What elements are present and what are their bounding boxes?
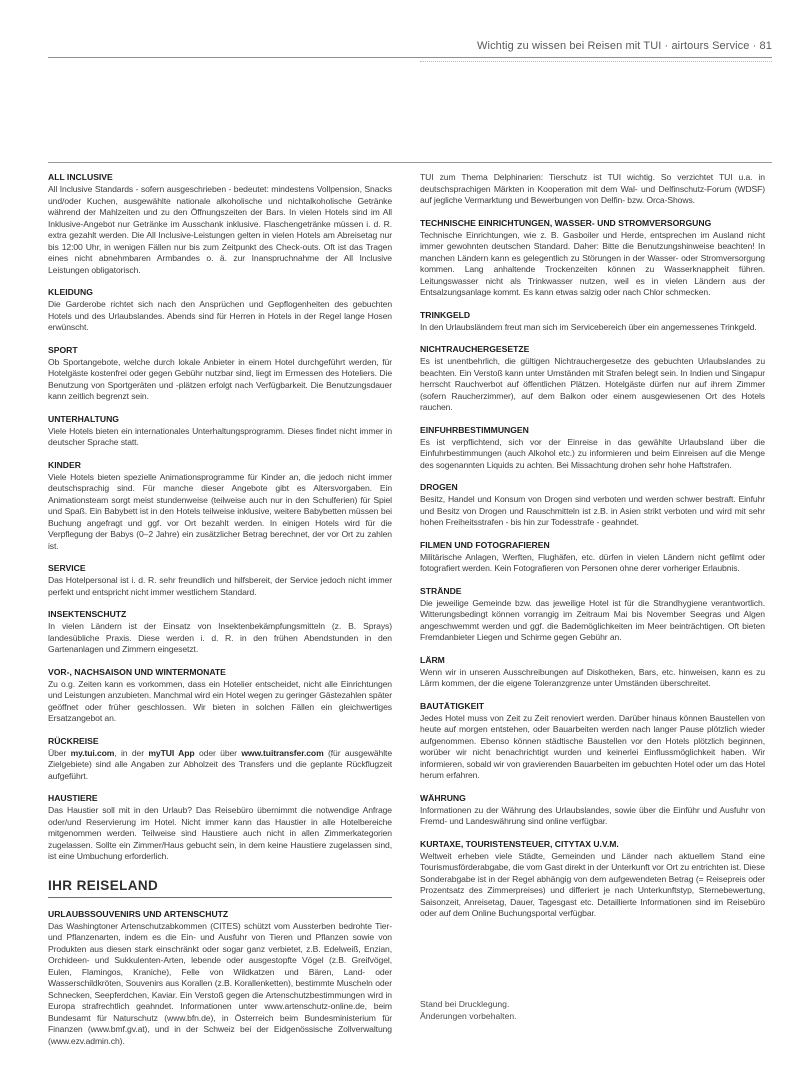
section-body bbox=[420, 322, 765, 334]
section-heading: KINDER bbox=[48, 459, 81, 470]
text-run: Das Haustier soll mit in den Urlaub? Das Reisebüro übernimmt die notwendige Anfrage oder/und Reservierung im Hotel. Nicht immer kann das Haustier in alle Hotelbereiche mitgenommen werden. Teilweise sind Haustiere auch nicht in allen Zimmerkategorien zugelassen. Sollte ein Zimmer/Haus gebucht sein, in dem keine Haustiere zugelassen sind, ist eine Umbuchung erforderlich. bbox=[48, 805, 392, 861]
text-run: Viele Hotels bieten ein internationales Unterhaltungsprogramm. Dieses findet nicht immer in deutscher Sprache statt. bbox=[48, 425, 392, 447]
section-heading: DROGEN bbox=[420, 482, 458, 492]
text-run: Militärische Anlagen, Werften, Flughäfen, etc. dürfen in vielen Ländern nicht gefilmt oder fotografiert werden. Kein Fotografieren von Personen ohne derer vorheriger Erlaubnis. bbox=[420, 551, 765, 573]
section bbox=[420, 793, 765, 828]
right-column bbox=[420, 172, 765, 920]
section-body bbox=[48, 921, 392, 1048]
section-body bbox=[420, 713, 765, 782]
section-heading: SPORT bbox=[48, 344, 78, 355]
page-header-title: Wichtig zu wissen bei Reisen mit TUI · airtours Service · 81 bbox=[477, 40, 772, 52]
section bbox=[420, 310, 765, 334]
section-body bbox=[48, 357, 392, 403]
section-heading: TECHNISCHE EINRICHTUNGEN, WASSER- UND STROMVERSORGUNG bbox=[420, 217, 712, 228]
section bbox=[420, 540, 765, 575]
text-run: Viele Hotels bieten spezielle Animationsprogramme für Kinder an, die jedoch nicht immer deutschsprachig sind. Für manche dieser Angebote gibt es Altersvorgaben. Ein Animationsteam sorgt meist stundenweise (teilweise auch nur in den Schulferien) für Spiel und Spaß. Ein Babybett ist in den Hotels teilweise inklusive, weitere Babybetten müssen bei Buchung angefragt und ggf. vor Ort bezahlt werden. In einigen Hotels wird für die Verpflegung der Babys (0–2 Jahre) ein zusätzlicher Betrag berechnet, der vor Ort zu zahlen ist. bbox=[48, 471, 392, 551]
column-title: IHR REISELAND bbox=[48, 877, 159, 893]
section-heading: UNTERHALTUNG bbox=[48, 413, 119, 424]
text-run: Ob Sportangebote, welche durch lokale Anbieter in einem Hotel durchgeführt werden, für Hotelgäste kostenfrei oder gegen Gebühr nutzbar sind, liegt im Ermessen des Hoteliers. Die Benutzung von Sportgeräten und -plätzen erfolgt nach Verfügbarkeit. Die Benutzungsdauer kann zeitlich begrenzt sein. bbox=[48, 356, 392, 401]
header-rule bbox=[48, 57, 772, 58]
section bbox=[48, 667, 392, 725]
section-heading: NICHTRAUCHERGESETZE bbox=[420, 344, 530, 354]
section bbox=[48, 345, 392, 403]
section bbox=[420, 425, 765, 472]
left-column bbox=[48, 172, 392, 1047]
section-body bbox=[48, 748, 392, 783]
section-heading: KLEIDUNG bbox=[48, 287, 93, 297]
section-heading: RÜCKREISE bbox=[48, 735, 99, 746]
text-run: Zu o.g. Zeiten kann es vorkommen, dass ein Hotelier entscheidet, nicht alle Einrichtungen und Leistungen anzubieten. Manchmal wird ein Hotel wegen zu geringer Gästezahlen später geöffnet oder früher geschlossen. Wir bieten in solchen Fällen ein gleichwertiges Ersatzangebot an. bbox=[48, 678, 392, 723]
print-status-line1: Stand bei Drucklegung. bbox=[420, 999, 510, 1009]
columns-top-rule bbox=[48, 162, 772, 163]
section-heading: VOR-, NACHSAISON UND WINTERMONATE bbox=[48, 666, 226, 677]
section-body bbox=[420, 851, 765, 920]
section bbox=[420, 586, 765, 644]
text-run: All Inclusive Standards - sofern ausgeschrieben - bedeutet: mindestens Vollpension, Snacks und/oder Kuchen, ausgewählte nationale alkoholische und nichtalkoholische Getränke während der Mahlzeiten und zu den Öffnungszeiten der Bars. In vielen Hotels sind im All Inklusive-Angebot nur Getränke im Ausschank inklusive. Flaschengetränke müssen i. d. R. extra gezahlt werden. Die All Inclusive-Leistungen gelten in vielen Hotels am Abreisetag nur bis 12:00 Uhr, in wenigen Fällen nur bis zum Zeitpunkt des Check-outs. Oft ist das Tragen eines nicht abnehmbaren Armbandes o. ä. zur Inanspruchnahme der All Inclusive Leistungen obligatorisch. bbox=[48, 184, 392, 275]
section-heading: TRINKGELD bbox=[420, 309, 471, 320]
column-title-rule bbox=[48, 897, 392, 898]
text-run: oder über bbox=[194, 747, 242, 758]
section-body bbox=[420, 552, 765, 575]
text-run: Die jeweilige Gemeinde bzw. das jeweilige Hotel ist für die Strandhygiene verantwortlich. Witterungsbedingt können vorrangig im Zeitraum Mai bis November Seegras und Algen angeschwemmt werden und ggf. die Bademöglichkeiten im Meer beinträchtigen. Oft bieten Fremdanbieter Liegen und Schirme gegen Gebühr an. bbox=[420, 597, 765, 642]
section-heading: INSEKTENSCHUTZ bbox=[48, 609, 127, 619]
section-heading: SERVICE bbox=[48, 563, 86, 573]
bold-text-run: my.tui.com bbox=[70, 747, 115, 758]
text-run: Informationen zu der Währung des Urlaubslandes, sowie über die Einführ und Ausfuhr von Fremd- und Landeswährung sind online verfügbar. bbox=[420, 804, 765, 826]
bold-text-run: www.tuitransfer.com bbox=[241, 747, 324, 758]
section bbox=[420, 218, 765, 299]
section-body bbox=[420, 667, 765, 690]
text-run: Die Garderobe richtet sich nach den Ansprüchen und Gepflogenheiten des gebuchten Hotels und des Urlaubslandes. Abends sind für Herren in Hotels in der Regel lange Hosen erwünscht. bbox=[48, 299, 392, 332]
section bbox=[420, 344, 765, 414]
section-body bbox=[420, 437, 765, 472]
section bbox=[420, 701, 765, 782]
section bbox=[48, 460, 392, 553]
text-run: In den Urlaubsländern freut man sich im Servicebereich über ein angemessenes Trinkgeld. bbox=[420, 321, 757, 332]
section-body bbox=[48, 472, 392, 553]
section bbox=[48, 414, 392, 449]
section-heading: EINFUHRBESTIMMUNGEN bbox=[420, 424, 529, 435]
text-run: Über bbox=[48, 747, 71, 758]
section-body bbox=[420, 356, 765, 414]
text-run: Besitz, Handel und Konsum von Drogen sind verboten und werden schwer bestraft. Einfuhr und Besitz von Drogen und Rauschmitteln ist z.B. in Asien strikt verboten und wird mit sehr hohen Freiheitsstrafen - bis hin zur Todesstrafe - geahndet. bbox=[420, 494, 765, 527]
section bbox=[48, 172, 392, 276]
section-heading: LÄRM bbox=[420, 654, 445, 665]
section bbox=[48, 287, 392, 334]
section-body bbox=[420, 598, 765, 644]
section-body bbox=[48, 679, 392, 725]
text-run: (für ausgewählte Zielgebiete) sind alle Angaben zur Abholzeit des Transfers und die geplante Rückflugzeit aufgeführt. bbox=[48, 747, 393, 781]
section-body bbox=[420, 494, 765, 529]
section bbox=[48, 909, 392, 1048]
text-run: Das Washingtoner Artenschutzabkommen (CITES) schützt vom Aussterben bedrohte Tier- und Pflanzenarten, indem es die Ein- und Ausfuhr von Tieren und Pflanzen sowie von Produkten aus diesen stark einschränkt oder sogar ganz verbietet, z.B. Edelweiß, Enzian, Orchideen- und Sukkulenten-Arten, lebende oder ausgestopfte Vögel (z.B. Greifvögel, Eulen, Flamingos, Kraniche), Felle von Wildkatzen und Bären, Land- oder Wasserschildkröten, Souvenirs aus Korallen (z.B. Korallenketten), bestimmte Muscheln oder Schnecken, Seepferdchen, Kaviar. Ein Verstoß gegen die Artenschutzbestimmungen wird in Europa strafrechtlich geahndet. Informationen unter www.artenschutz-online.de, beim Bundesamt für Naturschutz (www.bfn.de), in Österreich beim Bundesministerium für Finanzen (www.bmf.gv.at), und in der Schweiz bei der Eidgenössische Zollverwaltung (www.ezv.admin.ch). bbox=[48, 920, 392, 1046]
print-status-line2: Änderungen vorbehalten. bbox=[420, 1010, 517, 1021]
text-run: Es ist unentbehrlich, die gültigen Nichtrauchergesetze des gebuchten Urlaubslandes zu beachten. Ein Verstoß kann unter Umständen mit Strafen belegt sein. In Indien und Singapur herrscht Rauchverbot auf öffentlichen Plätzen. Hotelgäste dürfen nur auf ihrem Zimmer (sofern Raucherzimmer), auf dem Balkon oder einem ausgewiesenen Ort des Hotels rauchen. bbox=[420, 356, 765, 412]
section bbox=[48, 563, 392, 598]
section bbox=[48, 793, 392, 863]
section-body bbox=[48, 299, 392, 334]
section bbox=[420, 655, 765, 690]
section-body bbox=[420, 805, 765, 828]
section bbox=[48, 609, 392, 656]
section-body bbox=[420, 172, 765, 207]
section-body bbox=[48, 426, 392, 449]
header-dotted-rule bbox=[420, 61, 772, 62]
section-heading: KURTAXE, TOURISTENSTEUER, CITYTAX U.V.M. bbox=[420, 838, 619, 849]
section-body bbox=[48, 805, 392, 863]
text-run: , in der bbox=[114, 747, 149, 758]
section-heading: WÄHRUNG bbox=[420, 792, 466, 803]
section bbox=[420, 482, 765, 529]
bold-text-run: myTUI App bbox=[148, 747, 195, 758]
section-body bbox=[48, 621, 392, 656]
text-run: Weltweit erheben viele Städte, Gemeinden und Länder nach aktuellem Stand eine Tourismusförderabgabe, die vom Gast direkt in der Unterkunft vor Ort zu entrichten ist. Diese Sonderabgabe ist in der Regel abhängig von dem aufgewendeten Betrag (= Reisepreis oder Prozentsatz des Zimmerpreises) und differiert je nach Unterkunftstyp, Sternebewertung, Saisonzeit, Anreisetag, Dauer, Tagesgast etc. Detaillierte Informationen sind im Reisebüro oder auf dem Online Buchungsportal verfügbar. bbox=[420, 850, 765, 918]
section-heading: BAUTÄTIGKEIT bbox=[420, 700, 484, 711]
text-run: In vielen Ländern ist der Einsatz von Insektenbekämpfungsmitteln (z. B. Sprays) landesübliche Praxis. Diese werden i. d. R. in den frühen Abendstunden in den Gartenanlagen und Zimmern eingesetzt. bbox=[48, 621, 392, 654]
text-run: TUI zum Thema Delphinarien: Tierschutz ist TUI wichtig. So verzichtet TUI u.a. in deutschsprachigen Märkten in Kooperation mit dem Wal- und Delfinschutz-Forum (WDSF) auf jegliche Vermarktung und Bewerbungen von Delfin- bzw. Orca-Shows. bbox=[420, 172, 765, 205]
section-heading: STRÄNDE bbox=[420, 585, 462, 596]
section-heading: ALL INCLUSIVE bbox=[48, 172, 113, 182]
text-run: Jedes Hotel muss von Zeit zu Zeit renoviert werden. Darüber hinaus können Baustellen von heute auf morgen entstehen, oder Bauarbeiten werden nach langer Pause plötzlich wieder aufgenommen. Ebenso können städtische Baustellen vor den Hotels plötzlich beginnen, worüber wir nicht benachrichtigt wurden und keinerlei Einflussmöglichkeit haben. Wir informieren, sobald wir von gravierenden Bauarbeiten im gebuchten Hotel oder um das Hotel herum erfahren. bbox=[420, 712, 765, 780]
section-body bbox=[48, 184, 392, 276]
section-heading: URLAUBSSOUVENIRS UND ARTENSCHUTZ bbox=[48, 908, 229, 919]
section-heading: HAUSTIERE bbox=[48, 793, 98, 803]
section bbox=[420, 172, 765, 207]
text-run: Das Hotelpersonal ist i. d. R. sehr freundlich und hilfsbereit, der Service jedoch nicht immer perfekt und entspricht nicht immer westlichem Standard. bbox=[48, 575, 392, 597]
section bbox=[420, 839, 765, 920]
text-run: Wenn wir in unseren Ausschreibungen auf Diskotheken, Bars, etc. hinweisen, kann es zu Lärm kommen, der die eigene Toleranzgrenze unter Umständen überschreitet. bbox=[420, 666, 765, 688]
text-run: Es ist verpflichtend, sich vor der Einreise in das gewählte Urlaubsland über die Einfuhrbestimmungen (auch Alkohol etc.) zu informieren und beim Einreisen auf die Menge des sogenannten Liquids zu achten. Bei Missachtung drohen sehr hohe Haftstrafen. bbox=[420, 436, 765, 470]
text-run: Technische Einrichtungen, wie z. B. Gasboiler und Herde, entsprechen im Ausland nicht immer gewohnten deutschen Standard. Daher: Bitte die Benutzungshinweise beachten! In manchen Ländern kann es gelegentlich zu Störungen in der Wasser- oder Stromversorgung kommen. Lang anhaltende Trockenzeiten können zu Wasserknappheit führen. Leitungswasser nicht als Trinkwasser nutzen, weil es in vielen Ländern aus der Entsalzungsanlage kommt. Es kann etwas salzig oder nach Chlor schmecken. bbox=[420, 229, 765, 297]
section bbox=[48, 736, 392, 783]
section-body bbox=[420, 230, 765, 299]
print-status-note bbox=[420, 999, 517, 1022]
section-body bbox=[48, 575, 392, 598]
section-heading: FILMEN UND FOTOGRAFIEREN bbox=[420, 539, 550, 550]
